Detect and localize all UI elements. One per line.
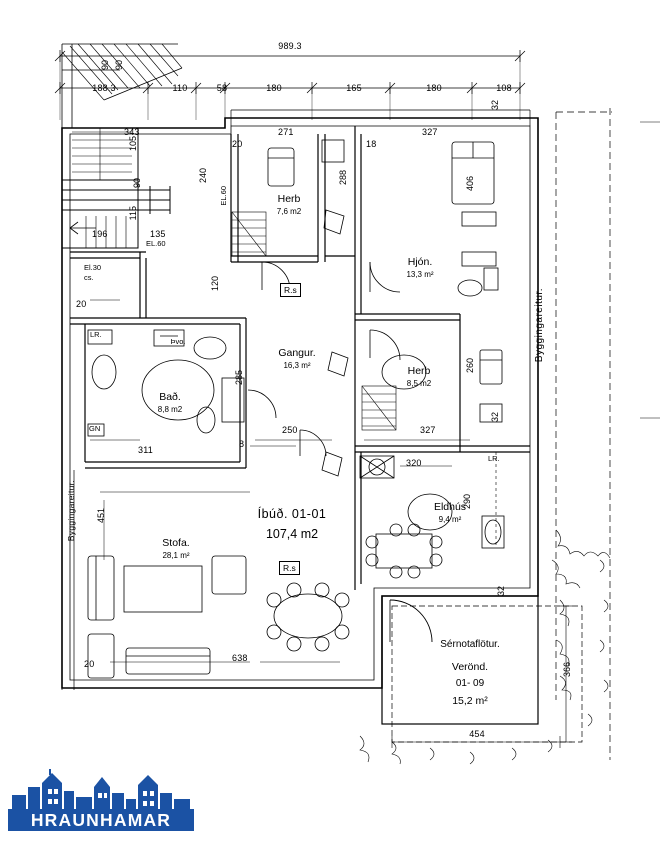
- dim-top-1: 188.3: [92, 83, 116, 93]
- room-area-herb-2: 8,5 m2: [406, 379, 432, 388]
- veranda-name: Verönd.: [451, 661, 489, 673]
- dim-18: 18: [366, 139, 377, 149]
- veranda-width-dim: 454: [469, 729, 485, 739]
- veranda-number: 01- 09: [455, 678, 485, 689]
- room-area-herb-1: 7,6 m2: [276, 207, 302, 216]
- dim-327-mid: 327: [420, 425, 436, 435]
- mark-lr-1: LR.: [90, 330, 102, 339]
- room-area-hjon: 13,3 m²: [406, 270, 434, 279]
- dim-top-5: 165: [346, 83, 362, 93]
- dim-285: 285: [234, 370, 244, 386]
- mark-rs-1: R.s: [280, 283, 301, 297]
- flat-area: 107,4 m2: [265, 527, 319, 541]
- room-area-bad: 8,8 m2: [157, 405, 183, 414]
- dim-overall-top: 989.3: [278, 41, 302, 51]
- dim-260: 260: [465, 358, 475, 374]
- room-area-eldhus: 9,4 m²: [438, 515, 462, 524]
- dim-top-3: 58: [216, 83, 228, 93]
- room-label-bad: Bað.: [159, 391, 181, 403]
- mark-el30: El.30: [84, 263, 102, 272]
- dim-320: 320: [406, 458, 422, 468]
- room-label-herb-1: Herb: [277, 193, 301, 205]
- room-label-herb-2: Herb: [407, 365, 431, 377]
- dim-top-7: 108: [496, 83, 512, 93]
- dim-90-a: 90: [100, 60, 110, 71]
- dim-top-4: 180: [266, 83, 282, 93]
- dim-top-2: 110: [172, 83, 188, 93]
- logo-wordmark: HRAUNHAMAR: [8, 809, 194, 831]
- dim-327-top: 327: [422, 127, 438, 137]
- dim-20-b: 20: [76, 299, 87, 309]
- dim-32-c: 32: [496, 586, 506, 597]
- dim-288: 288: [338, 170, 348, 186]
- mark-gn: GN: [89, 424, 101, 433]
- dim-271: 271: [278, 127, 294, 137]
- veranda-height-dim: 366: [562, 662, 572, 678]
- room-label-eldhus: Eldhús: [433, 501, 467, 513]
- veranda-area: 15,2 m²: [452, 695, 488, 707]
- mark-el30-sub: cs.: [84, 273, 94, 282]
- dim-343: 343: [124, 127, 140, 137]
- dim-196: 196: [92, 229, 108, 239]
- dim-638: 638: [232, 653, 248, 663]
- dim-120: 120: [210, 276, 220, 292]
- dim-8: 8: [239, 439, 245, 449]
- room-label-stofa: Stofa.: [162, 537, 190, 549]
- hraunhamar-logo: [8, 769, 194, 831]
- dim-451: 451: [96, 508, 106, 524]
- dim-311: 311: [138, 445, 153, 455]
- room-area-gangur: 16,3 m²: [283, 361, 311, 370]
- dim-top-6: 180: [426, 83, 442, 93]
- mark-el60-a: EL.60: [146, 239, 166, 248]
- mark-rs-2: R.s: [279, 561, 300, 575]
- mark-lr-2: LR.: [488, 454, 500, 463]
- label-byggingareitur-left: Byggingareitur.: [66, 480, 76, 542]
- dim-115: 115: [128, 206, 138, 221]
- dim-250: 250: [282, 425, 298, 435]
- dim-32-b: 32: [490, 412, 500, 423]
- room-label-hjon: Hjón.: [407, 256, 433, 268]
- dim-105: 105: [128, 136, 138, 152]
- room-label-thvo: Þvo.: [170, 337, 186, 346]
- dim-20-c: 20: [84, 659, 95, 669]
- label-byggingareitur-right: Byggingareitur.: [534, 288, 545, 363]
- veranda-kind: Sérnotaflötur.: [440, 639, 500, 650]
- flat-title: Íbúð. 01-01: [257, 507, 327, 521]
- dim-20-a: 20: [232, 139, 243, 149]
- logo-skyline-icon: [8, 769, 194, 811]
- dim-240: 240: [198, 168, 208, 184]
- dim-90-c: 90: [132, 178, 142, 189]
- mark-el60-b: EL.60: [219, 186, 228, 206]
- dim-90-b: 90: [114, 60, 124, 71]
- room-label-gangur: Gangur.: [278, 347, 316, 359]
- dim-135: 135: [150, 229, 166, 239]
- dim-32-a: 32: [490, 100, 500, 111]
- dim-290: 290: [462, 494, 472, 510]
- room-area-stofa: 28,1 m²: [162, 551, 190, 560]
- dim-406: 406: [465, 176, 475, 192]
